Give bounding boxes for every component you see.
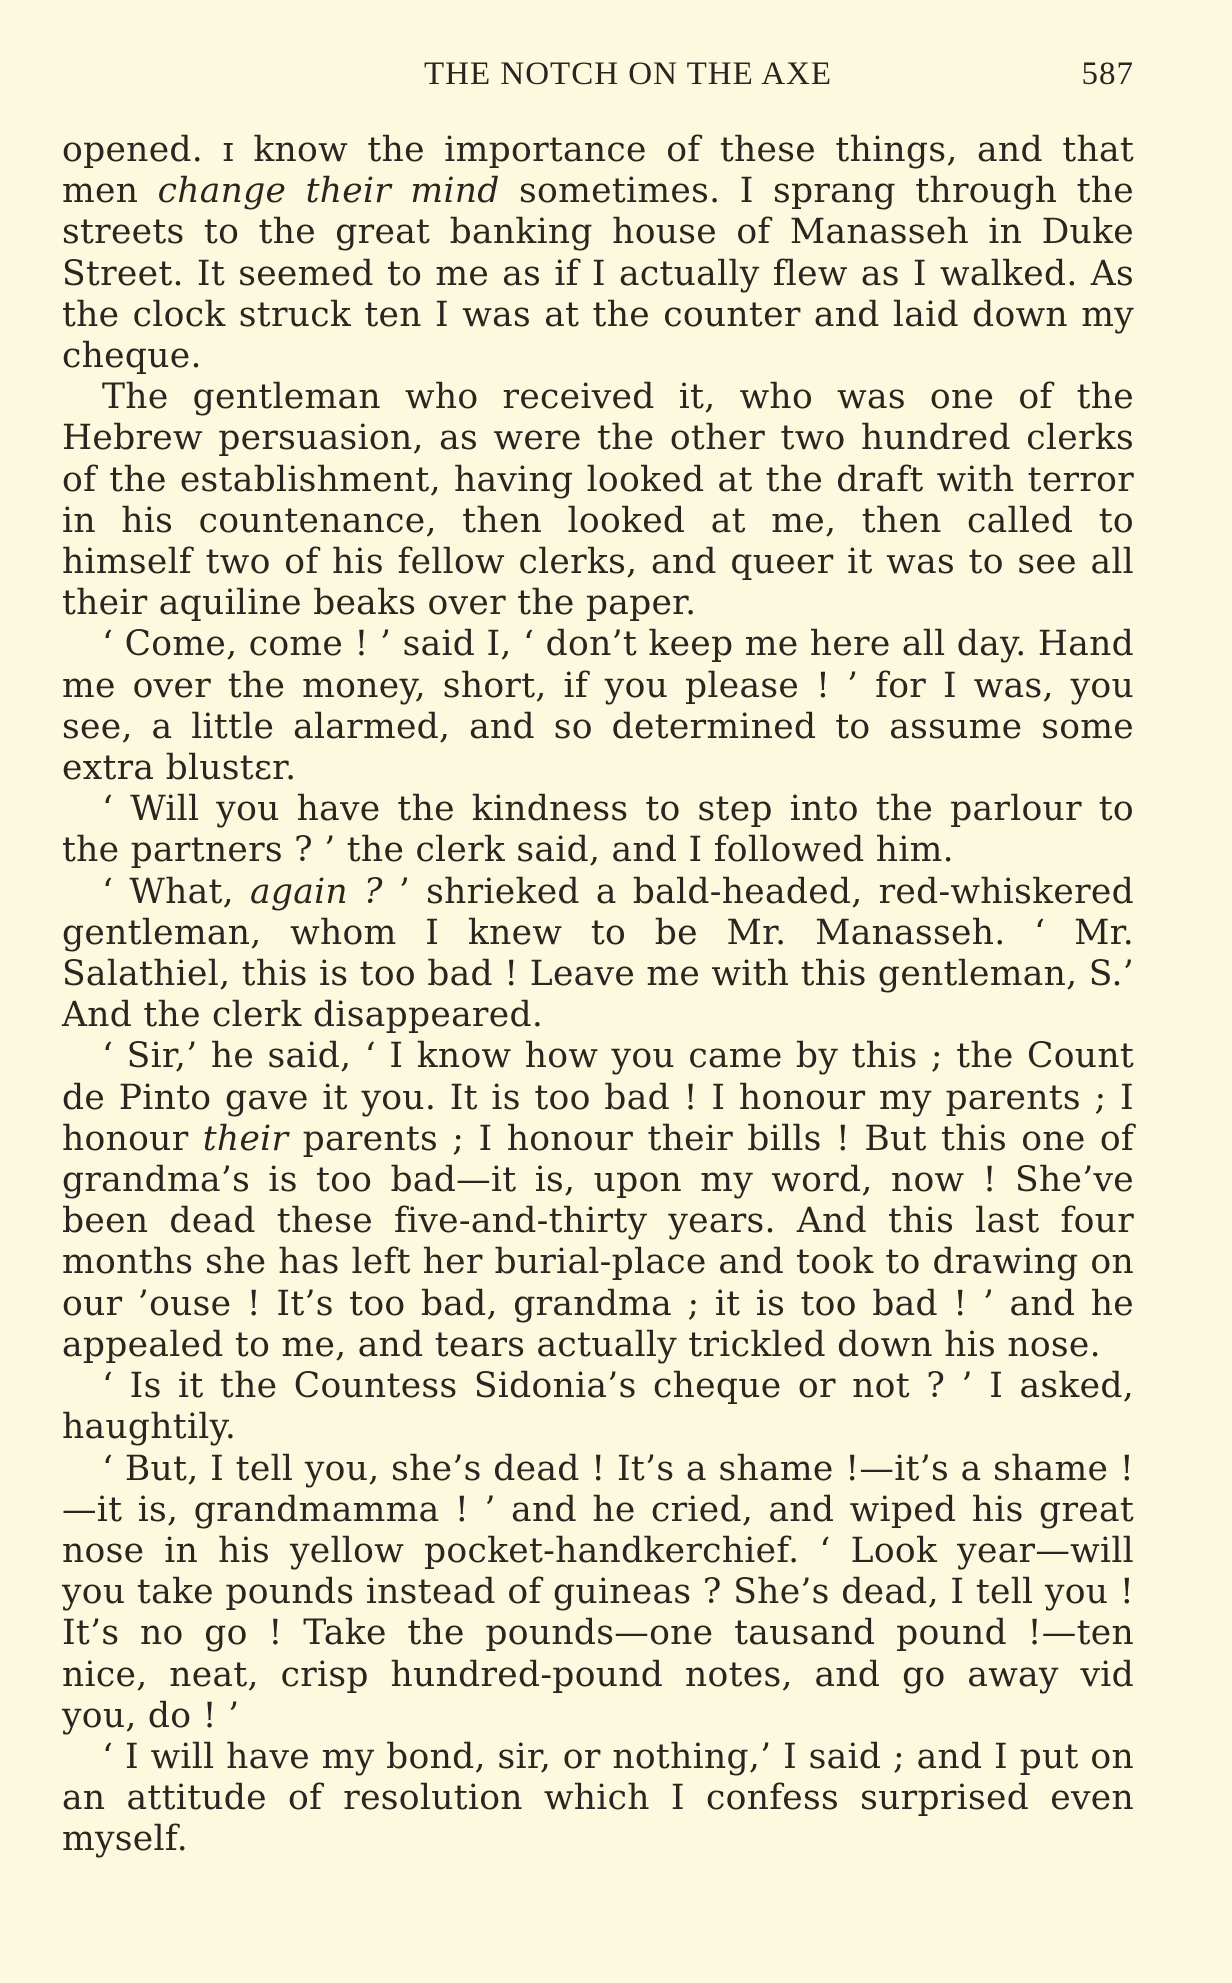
text-run: sometimes. I sprang through the streets to the great banking house of Manasseh in Duke Street. It seemed to me as if I actually flew as I walked. As the clock struck ten I was at the counter and laid down my cheque. [62, 171, 1134, 377]
text-run: opened. [62, 130, 223, 170]
paragraph [62, 624, 1134, 789]
paragraph [62, 130, 1134, 377]
paragraph [62, 789, 1134, 871]
italic-text: again ? [249, 871, 383, 912]
running-head [62, 56, 1134, 100]
paragraph [62, 377, 1134, 624]
page-number: 587 [1081, 56, 1134, 92]
text-run: ‘ Is it the Countess Sidonia’s cheque or not ? ’ I asked, haughtily. [62, 1366, 1134, 1448]
text-run: ɪ [222, 130, 234, 170]
text-run: know the importance of these things, and that men [62, 130, 1135, 212]
paragraph [62, 1366, 1134, 1448]
text-run: ‘ Come, come ! ’ said I, ‘ don’t keep me here all day. Hand me over the money, short, if you please ! ’ for I was, you see, a little alarmed, and so determined to assume some extra blustɛr. [62, 624, 1134, 789]
paragraph [62, 1036, 1134, 1366]
italic-text: change their mind [157, 171, 500, 212]
paragraph [62, 872, 1134, 1037]
italic-text: their [202, 1118, 289, 1159]
chapter-title: THE NOTCH ON THE AXE [423, 56, 833, 92]
text-run: ‘ But, I tell you, she’s dead ! It’s a shame !—it’s a shame !—it is, grandmamma ! ’ and he cried, and wiped his great nose in his yellow pocket-handkerchief. ‘ Look year—will you take pounds instead of guineas ? She’s dead, I tell you ! It’s no go ! Take the pounds—one tausand pound !—ten nice, neat, crisp hundred-pound notes, and go away vid you, do ! ’ [62, 1448, 1134, 1736]
text-run: parents ; I honour their bills ! But this one of grandma’s is too bad—it is, upon my word, now ! She’ve been dead these five-and-thirty years. And this last four months she has left her burial-place and took to drawing on our ’ouse ! It’s too bad, grandma ; it is too bad ! ’ and he appealed to me, and tears actually trickled down his nose. [62, 1118, 1134, 1365]
text-run: ’ shrieked a bald-headed, red-whiskered gentleman, whom I knew to be Mr. Manasseh. ‘ Mr. Salathiel, this is too bad ! Leave me with this gentleman, S.’ And the clerk disappeared. [62, 871, 1134, 1036]
text-run: ‘ Sir,’ he said, ‘ I know how you came by this ; the Count de Pinto gave it you. It is too bad ! I honour my parents ; I honour [62, 1036, 1134, 1159]
text-run: ‘ What, [102, 871, 250, 912]
paragraph [62, 1737, 1134, 1861]
text-run: ‘ I will have my bond, sir, or nothing,’ I said ; and I put on an attitude of resolution which I confess surprised even myself. [62, 1736, 1134, 1860]
paragraph [62, 1449, 1134, 1737]
body-text [62, 130, 1134, 1861]
text-run: The gentleman who received it, who was one of the Hebrew persuasion, as were the other two hundred clerks of the establishment, having looked at the draft with terror in his countenance, then looked at me, then called to himself two of his fellow clerks, and queer it was to see all their aquiline beaks over the paper. [62, 377, 1134, 624]
text-run: ‘ Will you have the kindness to step into the parlour to the partners ? ’ the clerk said, and I followed him. [62, 789, 1134, 871]
